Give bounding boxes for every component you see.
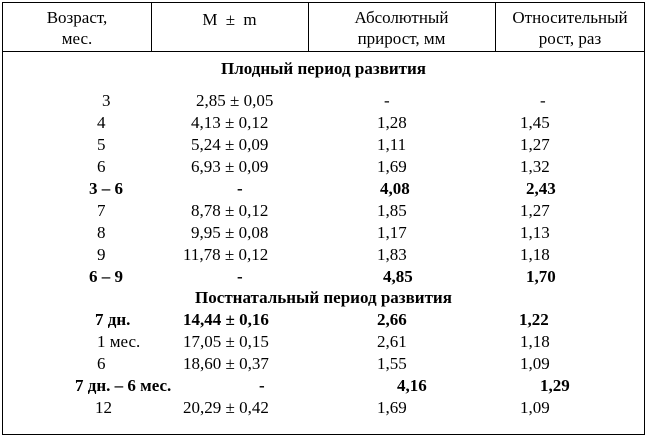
header-abs-line2: прирост, мм: [357, 29, 446, 48]
table-row: 9 11,78 ± 0,12 1,83 1,18: [97, 245, 550, 264]
header-rel: [495, 7, 645, 49]
section-title: Постнатальный период развития: [195, 288, 452, 307]
table-row: 3 2,85 ± 0,05 - -: [102, 91, 546, 110]
table-row: 6 6,93 ± 0,09 1,69 1,32: [97, 157, 550, 176]
section-title: Плодный период развития: [220, 59, 427, 78]
header-age: [3, 7, 151, 49]
table-row-subtotal: 3 – 6 - 4,08 2,43: [89, 179, 556, 198]
data-table: [2, 2, 645, 435]
header-abs-line1: Абсолютный: [354, 8, 449, 27]
table-row: 8 9,95 ± 0,08 1,17 1,13: [97, 223, 550, 242]
header-age-line1: Возраст,: [46, 8, 108, 27]
table-row-subtotal: 7 дн. – 6 мес. - 4,16 1,29: [75, 376, 570, 395]
table-row: 7 8,78 ± 0,12 1,85 1,27: [97, 201, 550, 220]
table-row-highlight: 7 дн. 14,44 ± 0,16 2,66 1,22: [95, 310, 549, 329]
table-row: 4 4,13 ± 0,12 1,28 1,45: [97, 113, 550, 132]
table-row: 6 18,60 ± 0,37 1,55 1,09: [97, 354, 550, 373]
table-row: 12 20,29 ± 0,42 1,69 1,09: [95, 398, 550, 417]
header-age-line2: мес.: [61, 29, 93, 48]
table-row: 5 5,24 ± 0,09 1,11 1,27: [97, 135, 550, 154]
header-mean: M ± m: [202, 10, 257, 29]
table-row-subtotal: 6 – 9 - 4,85 1,70: [89, 267, 556, 286]
table-header: [3, 3, 644, 52]
header-abs: [308, 7, 495, 49]
header-rel-line2: рост, раз: [538, 29, 602, 48]
header-rel-line1: Относительный: [512, 8, 628, 27]
table-row: 1 мес. 17,05 ± 0,15 2,61 1,18: [97, 332, 550, 351]
